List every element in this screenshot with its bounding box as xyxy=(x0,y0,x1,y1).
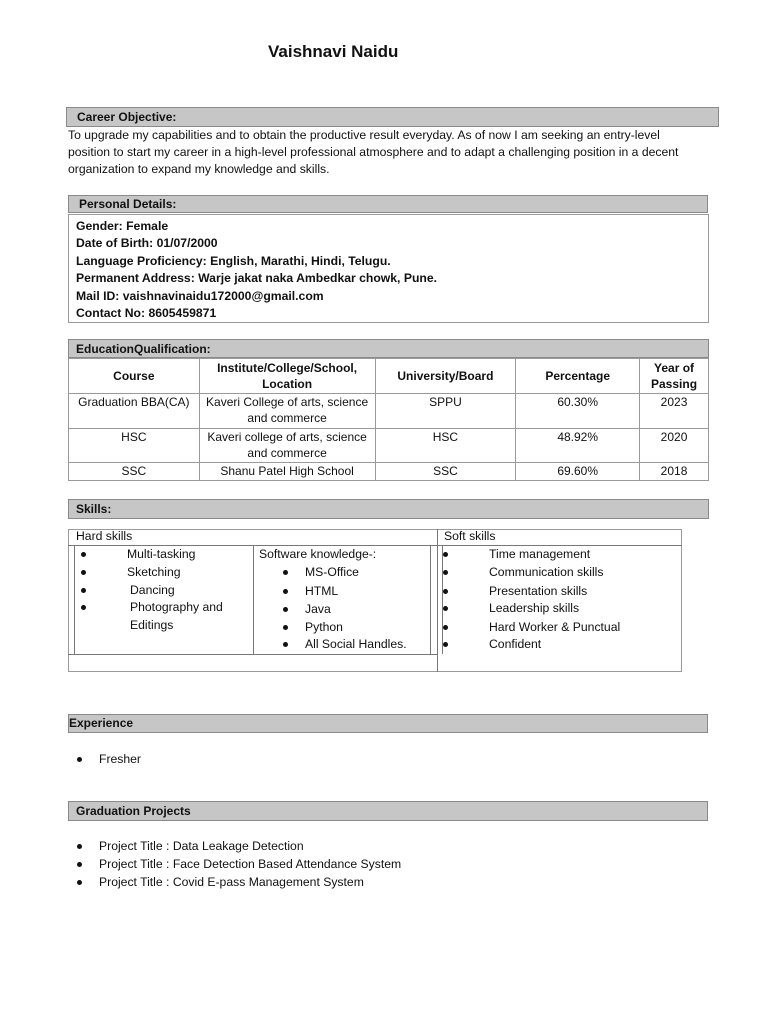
list-item xyxy=(443,545,591,563)
experience-heading: Experience xyxy=(68,714,708,733)
email-line: Mail ID: vaishnavinaidu172000@gmail.com xyxy=(76,288,324,303)
header-year: Year of Passing xyxy=(640,359,709,394)
list-item xyxy=(77,750,141,768)
list-item xyxy=(283,563,359,581)
table-row xyxy=(69,429,709,463)
hard-skill: Editings xyxy=(130,618,174,632)
bullet-icon xyxy=(443,642,448,647)
list-item xyxy=(283,635,407,653)
career-objective-heading: Career Objective: xyxy=(66,107,719,127)
software-skill: All Social Handles. xyxy=(305,637,407,651)
bullet-icon xyxy=(81,605,86,610)
table-cell: HSC xyxy=(375,429,516,463)
table-cell: 69.60% xyxy=(516,463,640,481)
experience-item: Fresher xyxy=(99,752,141,766)
table-row xyxy=(69,463,709,481)
software-skill: MS-Office xyxy=(305,565,359,579)
hard-skill: Multi-tasking xyxy=(127,547,196,561)
personal-details-heading: Personal Details: xyxy=(68,195,708,213)
soft-skill: Confident xyxy=(489,637,542,651)
education-table xyxy=(68,358,709,481)
list-item xyxy=(81,598,223,616)
bullet-icon xyxy=(77,862,82,867)
education-heading: EducationQualification: xyxy=(68,339,709,358)
bullet-icon xyxy=(81,552,86,557)
table-cell: 2020 xyxy=(640,429,709,463)
projects-heading: Graduation Projects xyxy=(68,801,708,821)
table-cell: SPPU xyxy=(375,394,516,429)
bullet-icon xyxy=(283,607,288,612)
list-item xyxy=(283,600,331,618)
table-cell: Kaveri College of arts, science and commerce xyxy=(199,394,375,429)
table-cell: 48.92% xyxy=(516,429,640,463)
soft-skill: Time management xyxy=(489,547,591,561)
skills-divider xyxy=(437,529,438,672)
list-item xyxy=(443,563,604,581)
list-item xyxy=(77,873,364,891)
bullet-icon xyxy=(77,880,82,885)
soft-skill: Presentation skills xyxy=(489,584,588,598)
list-item xyxy=(81,545,196,563)
list-item xyxy=(81,581,175,599)
skills-heading: Skills: xyxy=(68,499,709,519)
language-line: Language Proficiency: English, Marathi, Hindi, Telugu. xyxy=(76,253,391,268)
table-cell: 2018 xyxy=(640,463,709,481)
bullet-icon xyxy=(443,570,448,575)
list-item xyxy=(283,582,339,600)
header-course: Course xyxy=(69,359,200,394)
skills-divider xyxy=(253,545,254,654)
list-item xyxy=(443,618,621,636)
bullet-icon xyxy=(81,588,86,593)
header-institute: Institute/College/School, Location xyxy=(199,359,375,394)
table-row xyxy=(69,394,709,429)
hard-skill: Dancing xyxy=(130,583,175,597)
table-cell: HSC xyxy=(69,429,200,463)
bullet-icon xyxy=(283,570,288,575)
bullet-icon xyxy=(77,757,82,762)
soft-skills-label: Soft skills xyxy=(444,529,496,543)
software-skill: HTML xyxy=(305,584,339,598)
table-cell: Shanu Patel High School xyxy=(199,463,375,481)
bullet-icon xyxy=(443,552,448,557)
list-item xyxy=(77,855,402,873)
contact-line: Contact No: 8605459871 xyxy=(76,306,217,321)
bullet-icon xyxy=(283,625,288,630)
personal-details-box xyxy=(68,214,709,323)
bullet-icon xyxy=(443,589,448,594)
career-objective-text xyxy=(68,127,718,178)
bullet-icon xyxy=(81,570,86,575)
skills-divider xyxy=(68,654,438,655)
table-cell: 60.30% xyxy=(516,394,640,429)
dob-line: Date of Birth: 01/07/2000 xyxy=(76,236,218,251)
list-item xyxy=(443,599,580,617)
education-header-row xyxy=(69,359,709,394)
career-objective-line: organization to expand my knowledge and skills. xyxy=(68,162,330,176)
header-percentage: Percentage xyxy=(516,359,640,394)
software-label: Software knowledge-: xyxy=(259,547,377,561)
list-item xyxy=(81,563,181,581)
bullet-icon xyxy=(443,625,448,630)
project-item: Project Title : Data Leakage Detection xyxy=(99,839,304,853)
career-objective-line: position to start my career in a high-level professional atmosphere and to adapt a challenging position in a decent xyxy=(68,145,679,159)
table-cell: 2023 xyxy=(640,394,709,429)
skills-divider xyxy=(430,545,431,654)
skills-divider xyxy=(74,545,75,654)
soft-skill: Hard Worker & Punctual xyxy=(489,620,621,634)
list-item xyxy=(443,635,542,653)
address-line: Permanent Address: Warje jakat naka Ambedkar chowk, Pune. xyxy=(76,271,438,286)
table-cell: Graduation BBA(CA) xyxy=(69,394,200,429)
table-cell: SSC xyxy=(69,463,200,481)
list-item xyxy=(283,618,343,636)
list-item xyxy=(443,582,588,600)
bullet-icon xyxy=(77,844,82,849)
project-item: Project Title : Covid E-pass Management System xyxy=(99,875,364,889)
resume-name: Vaishnavi Naidu xyxy=(268,42,399,61)
bullet-icon xyxy=(283,642,288,647)
soft-skill: Leadership skills xyxy=(489,601,580,615)
header-university: University/Board xyxy=(375,359,516,394)
hard-skill: Photography and xyxy=(130,600,223,614)
software-skill: Python xyxy=(305,620,343,634)
table-cell: Kaveri college of arts, science and commerce xyxy=(199,429,375,463)
software-skill: Java xyxy=(305,602,331,616)
soft-skill: Communication skills xyxy=(489,565,604,579)
project-item: Project Title : Face Detection Based Attendance System xyxy=(99,857,402,871)
table-cell: SSC xyxy=(375,463,516,481)
bullet-icon xyxy=(283,589,288,594)
bullet-icon xyxy=(443,606,448,611)
gender-line: Gender: Female xyxy=(76,219,169,233)
list-item xyxy=(77,837,304,855)
hard-skill: Sketching xyxy=(127,565,181,579)
career-objective-line: To upgrade my capabilities and to obtain the productive result everyday. As of now I am seeking an entry-level xyxy=(68,128,660,142)
hard-skills-label: Hard skills xyxy=(76,529,133,543)
